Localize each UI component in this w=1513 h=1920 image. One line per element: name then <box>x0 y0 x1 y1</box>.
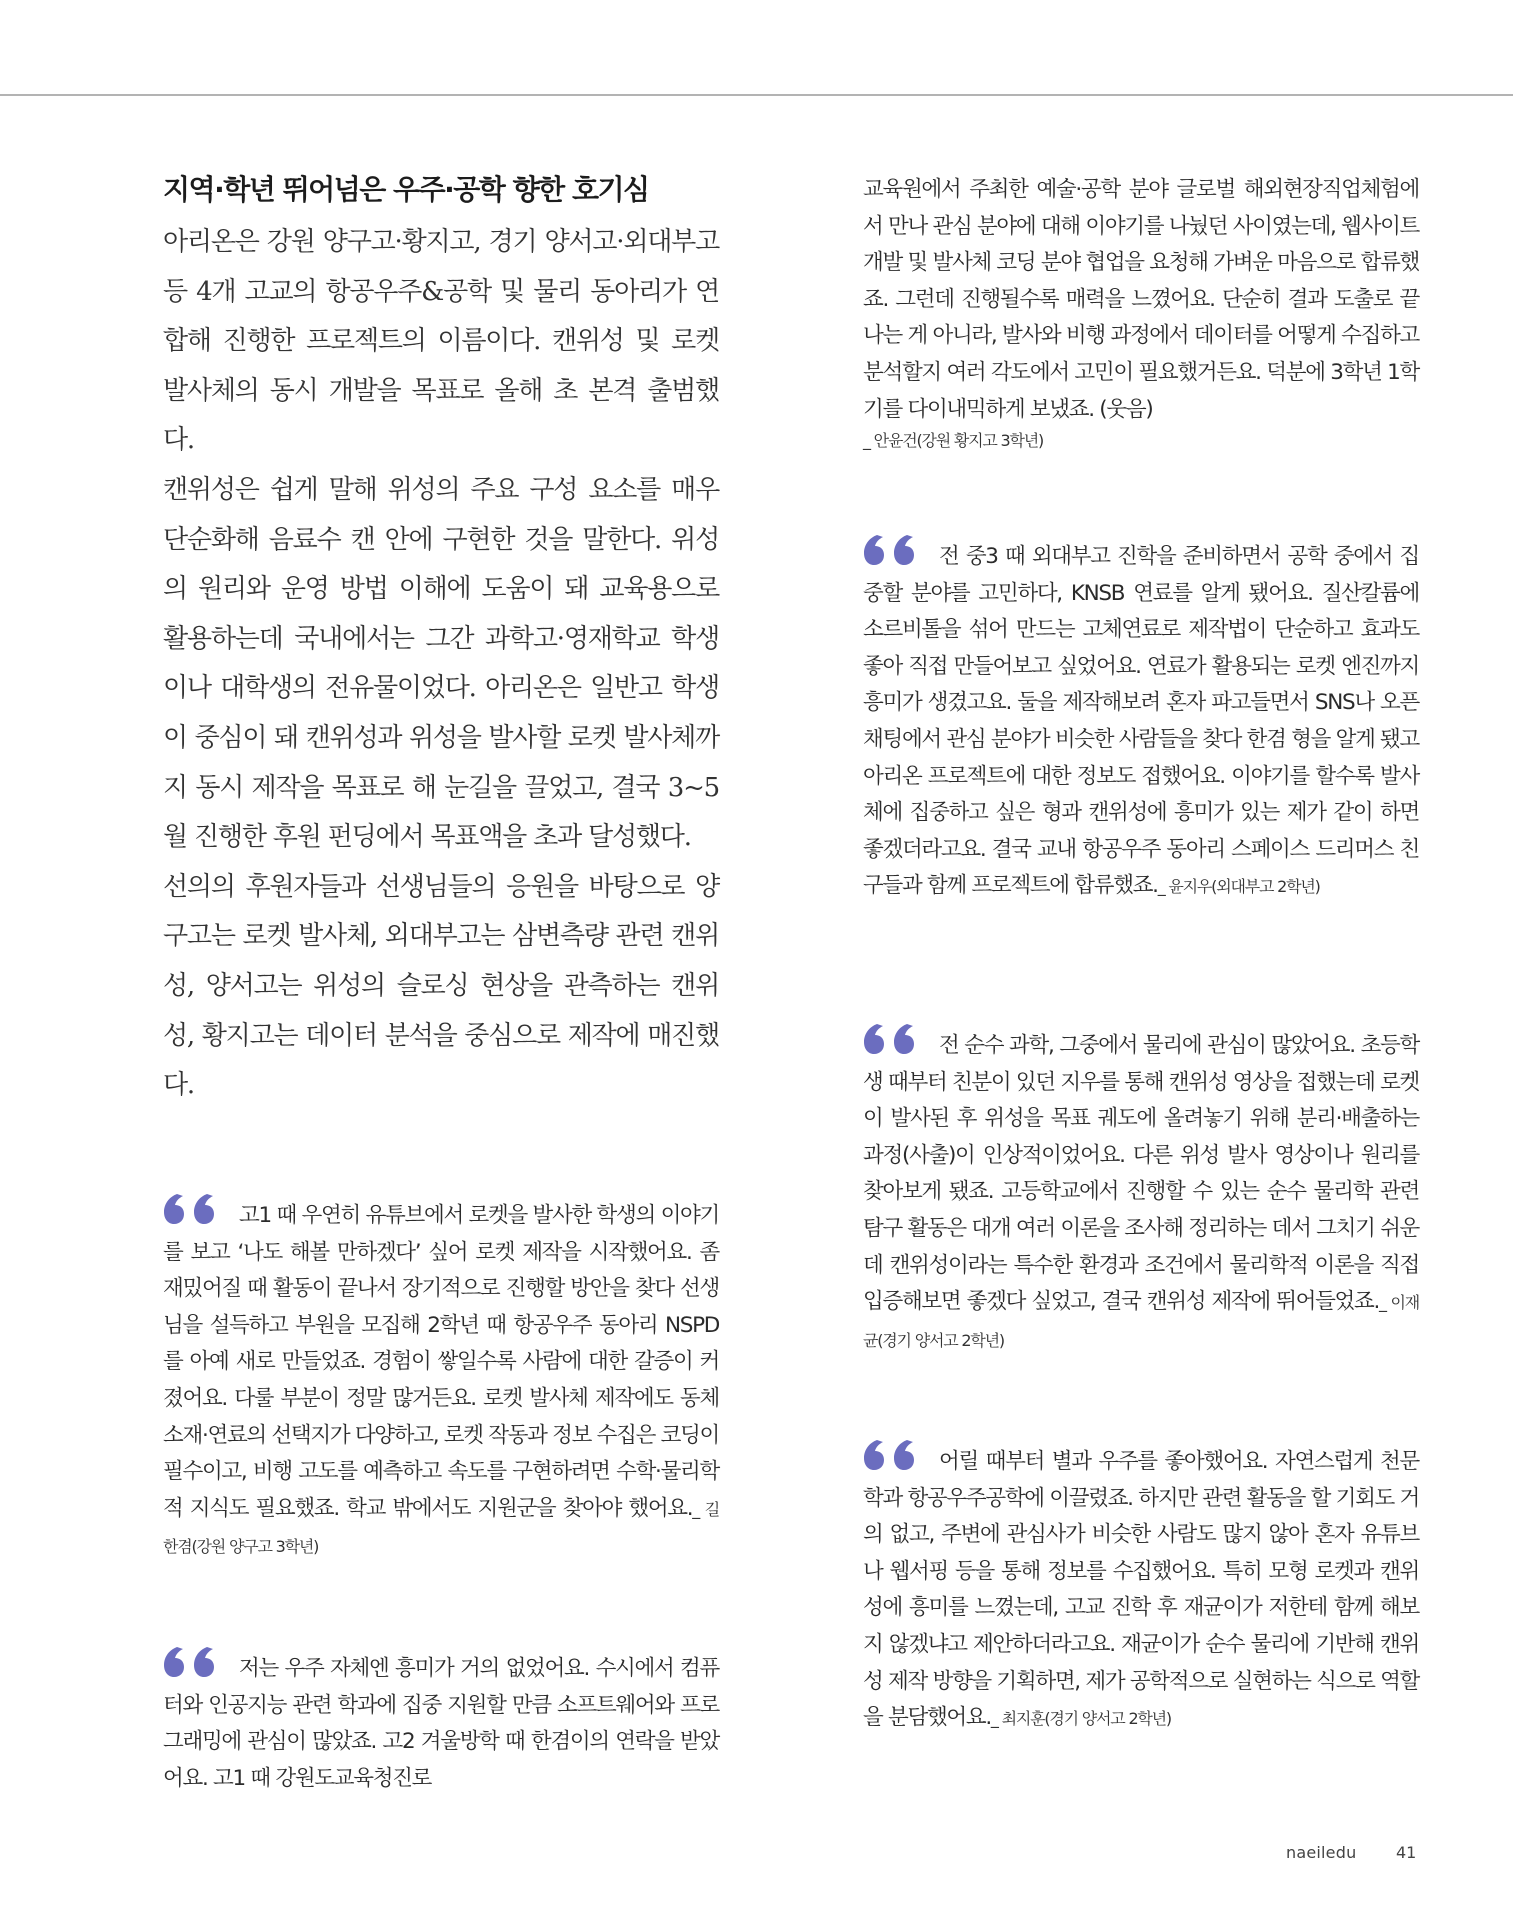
open-quote-icon <box>863 535 921 565</box>
quote-attribution: _ 길한겸(강원 양구고 3학년) <box>163 1499 719 1557</box>
quote-text: 저는 우주 자체엔 흥미가 거의 없었어요. 수시에서 컴퓨터와 인공지능 관련 학과에 집중 지원할 만큼 소프트웨어와 프로그래밍에 관심이 많았죠. 고2 겨울방학 때 한겸이의 연락을 받았어요. 고1 때 강원도교육청진로 <box>163 1656 719 1791</box>
open-quote-icon <box>863 1440 921 1470</box>
quote-continuation <box>863 172 1419 454</box>
article-body <box>163 218 719 1111</box>
quote-block <box>163 1647 719 1797</box>
quote-text: 교육원에서 주최한 예술·공학 분야 글로벌 해외현장직업체험에서 만나 관심 분야에 대해 이야기를 나눴던 사이였는데, 웹사이트 개발 및 발사체 코딩 분야 협업을 요청해 가벼운 마음으로 합류했죠. 그런데 진행될수록 매력을 느꼈어요. 단순히 결과 도출로 끝나는 게 아니라, 발사와 비행 과정에서 데이터를 어떻게 수집하고 분석할지 여러 각도에서 고민이 필요했거든요. 덕분에 3학년 1학기를 다이내믹하게 보냈죠. (웃음) <box>863 177 1420 422</box>
open-quote-icon <box>863 1024 921 1054</box>
quote-text: 어릴 때부터 별과 우주를 좋아했어요. 자연스럽게 천문학과 항공우주공학에 이끌렸죠. 하지만 관련 활동을 할 기회도 거의 없고, 주변에 관심사가 비슷한 사람도 많지 않아 혼자 유튜브나 웹서핑 등을 통해 정보를 수집했어요. 특히 모형 로켓과 캔위성에 흥미를 느꼈는데, 고교 진학 후 재균이가 저한테 함께 해보지 않겠냐고 제안하더라고요. 재균이가 순수 물리에 기반해 캔위성 제작 방향을 기획하면, 제가 공학적으로 실현하는 식으로 역할을 분담했어요. <box>863 1449 1420 1731</box>
paragraph: 캔위성은 쉽게 말해 위성의 주요 구성 요소를 매우 단순화해 음료수 캔 안에 구현한 것을 말한다. 위성의 원리와 운영 방법 이해에 도움이 돼 교육용으로 활용하는데 국내에서는 그간 과학고·영재학교 학생이나 대학생의 전유물이었다. 아리온은 일반고 학생이 중심이 돼 캔위성과 위성을 발사할 로켓 발사체까지 동시 제작을 목표로 해 눈길을 끌었고, 결국 3~5월 진행한 후원 펀딩에서 목표액을 초과 달성했다. <box>163 474 719 853</box>
paragraph: 아리온은 강원 양구고·황지고, 경기 양서고·외대부고 등 4개 고교의 항공우주&공학 및 물리 동아리가 연합해 진행한 프로젝트의 이름이다. 캔위성 및 로켓 발사체의 동시 개발을 목표로 올해 초 본격 출범했다. <box>163 227 719 456</box>
open-quote-icon <box>163 1647 221 1677</box>
quote-attribution: _ 안윤건(강원 황지고 3학년) <box>863 431 1044 451</box>
quote-attribution: _ 이재균(경기 양서고 2학년) <box>863 1293 1419 1350</box>
quote-attribution: _ 최지훈(경기 양서고 2학년) <box>990 1709 1171 1729</box>
open-quote-icon <box>163 1194 221 1224</box>
quote-text: 전 순수 과학, 그중에서 물리에 관심이 많았어요. 초등학생 때부터 친분이 있던 지우를 통해 캔위성 영상을 접했는데 로켓이 발사된 후 위성을 목표 궤도에 올려놓기 위해 분리·배출하는 과정(사출)이 인상적이었어요. 다른 위성 발사 영상이나 원리를 찾아보게 됐죠. 고등학교에서 진행할 수 있는 순수 물리학 관련 탐구 활동은 대개 여러 이론을 조사해 정리하는 데서 그치기 쉬운데 캔위성이라는 특수한 환경과 조건에서 물리학적 이론을 직접 입증해보면 좋겠다 싶었고, 결국 캔위성 제작에 뛰어들었죠. <box>863 1033 1420 1315</box>
quote-block <box>863 535 1419 906</box>
footer-brand: naeiledu <box>1286 1843 1357 1862</box>
page-number: 41 <box>1396 1843 1417 1862</box>
paragraph: 선의의 후원자들과 선생님들의 응원을 바탕으로 양구고는 로켓 발사체, 외대부고는 삼변측량 관련 캔위성, 양서고는 위성의 슬로싱 현상을 관측하는 캔위성, 황지고는 데이터 분석을 중심으로 제작에 매진했다. <box>163 871 719 1101</box>
quote-attribution: _ 윤지우(외대부고 2학년) <box>1157 877 1320 897</box>
quote-block <box>163 1194 719 1566</box>
quote-block <box>863 1440 1419 1738</box>
header-rule <box>0 94 1513 96</box>
section-heading: 지역·학년 뛰어넘은 우주·공학 향한 호기심 <box>163 173 649 206</box>
quote-text: 고1 때 우연히 유튜브에서 로켓을 발사한 학생의 이야기를 보고 ‘나도 해볼 만하겠다’ 싶어 로켓 제작을 시작했어요. 좀 재밌어질 때 활동이 끝나서 장기적으로 진행할 방안을 찾다 선생님을 설득하고 부원을 모집해 2학년 때 항공우주 동아리 NSPD를 아예 새로 만들었죠. 경험이 쌓일수록 사람에 대한 갈증이 커졌어요. 다룰 부분이 정말 많거든요. 로켓 발사체 제작에도 동체 소재·연료의 선택지가 다양하고, 로켓 작동과 정보 수집은 코딩이 필수이고, 비행 고도를 예측하고 속도를 구현하려면 수학·물리학적 지식도 필요했죠. 학교 밖에서도 지원군을 찾아야 했어요. <box>163 1203 720 1521</box>
quote-block <box>863 1024 1419 1359</box>
quote-text: 전 중3 때 외대부고 진학을 준비하면서 공학 중에서 집중할 분야를 고민하다, KNSB 연료를 알게 됐어요. 질산칼륨에 소르비톨을 섞어 만드는 고체연료로 제작법이 단순하고 효과도 좋아 직접 만들어보고 싶었어요. 연료가 활용되는 로켓 엔진까지 흥미가 생겼고요. 둘을 제작해보려 혼자 파고들면서 SNS나 오픈채팅에서 관심 분야가 비슷한 사람들을 찾다 한겸 형을 알게 됐고 아리온 프로젝트에 대한 정보도 접했어요. 이야기를 할수록 발사체에 집중하고 싶은 형과 캔위성에 흥미가 있는 제가 같이 하면 좋겠더라고요. 결국 교내 항공우주 동아리 스페이스 드리머스 친구들과 함께 프로젝트에 합류했죠. <box>863 544 1420 899</box>
